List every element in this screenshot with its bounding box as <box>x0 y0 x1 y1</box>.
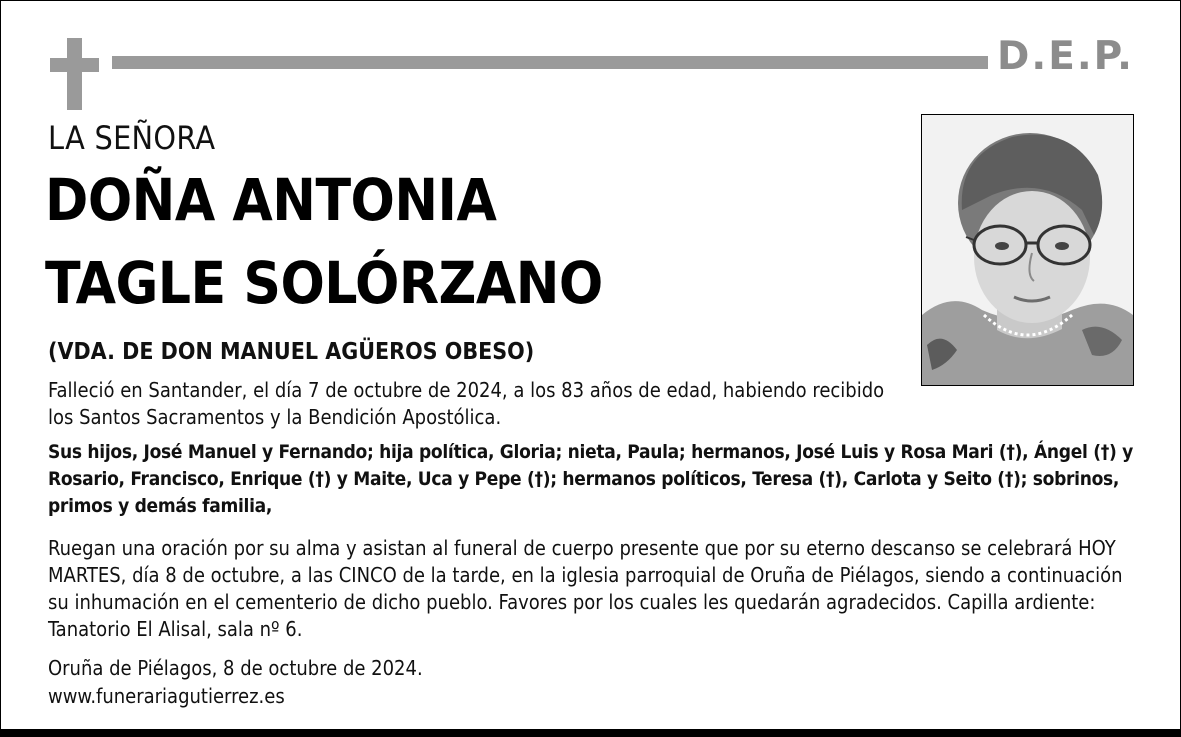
dep-label: D.E.P. <box>997 34 1134 79</box>
widow-of-line: (VDA. DE DON MANUEL AGÜEROS OBESO) <box>48 339 535 365</box>
death-info-paragraph: Falleció en Santander, el día 7 de octubre de 2024, a los 83 años de edad, habiendo recibido los Santos Sacramentos y la Bendición Apostólica. <box>48 378 885 429</box>
funeral-request-paragraph: Ruegan una oración por su alma y asistan al funeral de cuerpo presente que por su eterno descanso se celebrará HOY MARTES, día 8 de octubre, a las CINCO de la tarde, en la iglesia parroquial de Oruña de Piélagos, siendo a continuación su inhumación en el cementerio de dicho pueblo. Favores por los cuales les quedarán agradecidos. Capilla ardiente: Tanatorio El Alisal, sala nº 6. <box>48 536 1123 641</box>
website-line: www.funerariagutierrez.es <box>48 684 285 708</box>
header-rule <box>112 56 988 69</box>
cross-icon <box>50 38 99 110</box>
portrait-photo <box>921 114 1134 386</box>
deceased-name-line2: TAGLE SOLÓRZANO <box>45 249 603 317</box>
family-paragraph: Sus hijos, José Manuel y Fernando; hija política, Gloria; nieta, Paula; hermanos, José Luis y Rosa Mari (†), Ángel (†) y Rosario, Francisco, Enrique (†) y Maite, Uca y Pepe (†); hermanos políticos, Teresa (†), Carlota y Seito (†); sobrinos, primos y demás familia, <box>48 441 1133 517</box>
place-date-line: Oruña de Piélagos, 8 de octubre de 2024. <box>48 656 423 680</box>
honorific-title: LA SEÑORA <box>48 119 216 157</box>
portrait-image <box>922 115 1133 385</box>
deceased-name-line1: DOÑA ANTONIA <box>45 166 497 234</box>
